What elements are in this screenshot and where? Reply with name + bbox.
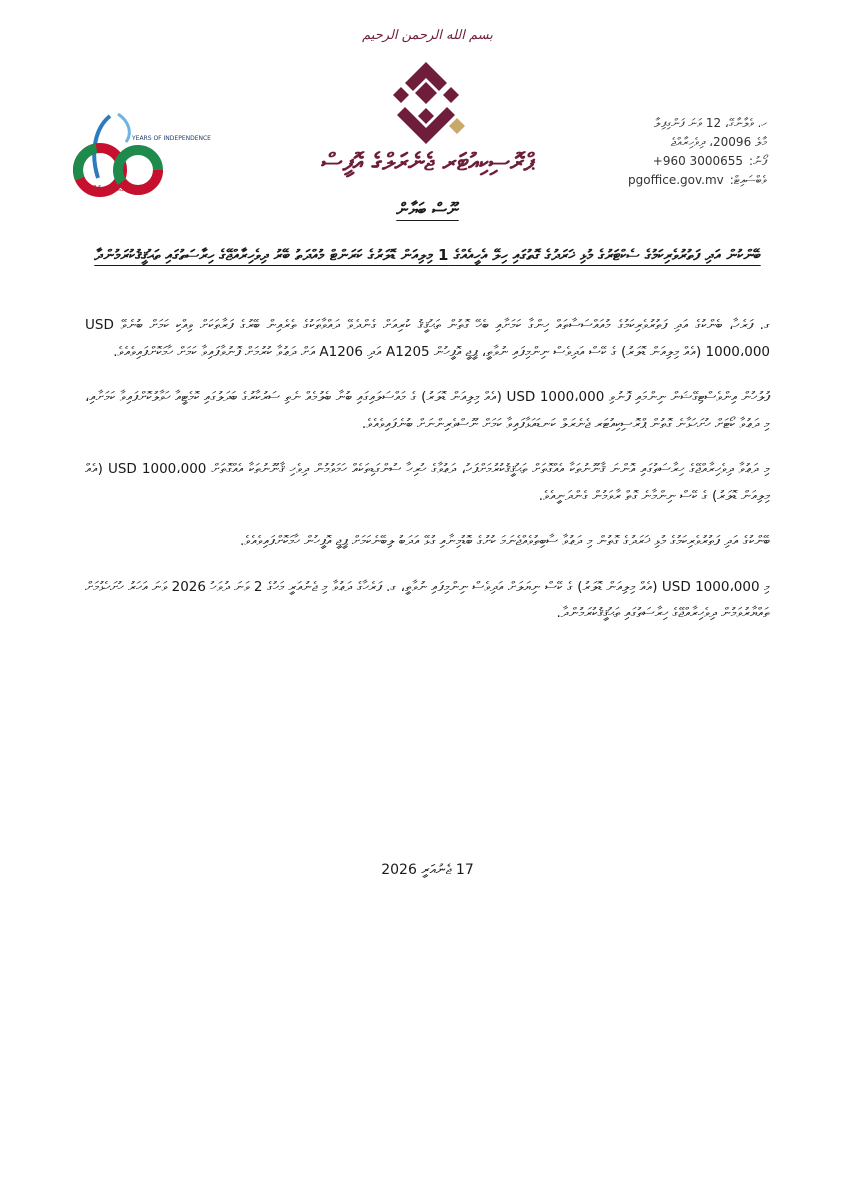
- address-line-2: މާލެ 20096، ދިވެހިރާއްޖެ: [670, 135, 767, 149]
- paragraph-2: ފުލުހުން އިންވެސްޓިގޭޝަން ނިންމައި ފޮނުވި USD 1000،000 (އެއް މިލިއަން ޑޮލަރު) ގެ މައްސަލައިގައި ބުނާ ބެލުމެއް ނެތި ސަރުކާރުގެ ބަދަލުގައި ކޮމެޓީއާ ހަވާލުކޮށްފައިވާ ކަމަށާއި، މި ދަޢުވާ ކޯޓަށް ހުށަހަޅާނެ ގޮތުން ޕްރޮސިކިއުޓަރ ޖެނެރަލް ކަނޑައަޅާފައިވާ ކަމަށް ނޫސްވެރިންނަށް ބުނެފައިވެއެވެ.: [85, 389, 771, 432]
- paragraph-4: ބޭންކުގެ އަދި ފަތުރުވެރިކަމުގެ މުޅި ޚަރަދުގެ ގޮތުން މި ދަޢުވާ ސާބިތުވެއްޖެނަމަ ކުށުގެ ބޮޑުމިނާއި ގުޅޭ އަދަބު ލިބޭނެކަމަށް ޕީޖީ އޮފީހުން ހާމަކޮށްފައިވެއެވެ.: [239, 533, 770, 549]
- headline: ބޭންކުން އަދި ފަތުރުވެރިކަމުގެ ސެކްޓަރުގެ މުޅި ޚަރަދުގެ ގޮތުގައި ހިލޭ އެހީއެއްގެ 1 މިލިއަން ޑޮލަރުގެ ކަރަންޓް މުއްދަތު ބޭރު ދިވެހިރާއްޖޭގެ ހިރާސަތުގައި ތަޙުޤީޤުކުރަމުންދާ: [94, 246, 761, 264]
- paragraph-3: މި ދަޢުވާ ދިވެހިރާއްޖޭގެ ހިރާސަތުގައި އޮންނަ ޤާނޫނުތަކާ އެއްގޮތަށް ތަޙުޤީޤުކުރުމަށްފަހު، ދަޢުވާގެ ހުރިހާ ސުންގަޑިތަކެއް ހަމަވުމުން ދިވެހި ޤާނޫނުތަކާ އެއްގޮތަށް USD 1000،000 (އެއް މިލިއަން ޑޮލަރު) ގެ ކޭސް ނިންމާނެ ގޮތް ރާވަމުން ގެންދަނީއެވެ.: [85, 461, 770, 504]
- contact-block: [537, 114, 767, 190]
- website-link[interactable]: pgoffice.gov.mv: [628, 173, 724, 187]
- address-line-1: ހ. ވެލާނާގޭ، 12 ވަނަ ފަންގިފިލާ: [653, 116, 767, 130]
- phone-line: [537, 152, 767, 171]
- document-type-label: ނޫސް ބަޔާން: [396, 200, 459, 220]
- paragraph-5: މި USD 1000،000 (އެއް މިލިއަން ޑޮލަރު) ގެ ކޭސް ނިޔަލަށް އަދިވެސް ނިންމިފައި ނުވާތީ، ގ. ފަރެހާގެ ދަޢުވާ މި ޖެނުއަރީ މަހުގެ 2 ވަނަ ދުވަހު 2026 ވަނަ އަހަރު ހުށަހެޅުމަށް ތައްޔާރުވަމުން ދިވެހިރާއްޖޭގެ ހިރާސަތުގައި ތަޙުޤީޤުކުރަމުންދާ.: [85, 578, 770, 621]
- emblem-years-text: YEARS OF INDEPENDENCE: [132, 135, 211, 142]
- phone-number: +960 3000655: [652, 154, 743, 168]
- phone-label: ފޯނު:: [749, 154, 767, 168]
- office-name: ޕްރޮސިކިއުޓަރ ޖެނެރަލްގެ އޮފީސް: [321, 148, 534, 176]
- web-label: ވެބްސައިޓް:: [729, 173, 767, 187]
- body-text: [85, 312, 770, 646]
- bismillah-calligraphy: بسم الله الرحمن الرحيم: [362, 28, 493, 43]
- document-date: 17 ޖެނުއަރީ 2026: [381, 862, 474, 878]
- emblem-caption: ފުރިހަމަ ޤައުމަކަށް ވުން: [90, 185, 145, 195]
- web-line: [537, 171, 767, 190]
- pg-office-logo-icon: [381, 60, 471, 144]
- document-type-title: [0, 200, 855, 220]
- paragraph-1: ގ. ފަރެހާ، ބެންކުގެ އަދި ފަތުރުވެރިކަމުގެ މުއައްސަސާތައް ހިންގާ ކަމަށާއި ބެހޭ ގޮތުން ތަޙުޤީޤު ކުރިއަށް ގެންދެވޭ ދައްވާތަކުގެ ތެރެއިން ބޭރުގެ ފަރާތަކަށް ވިއްކި ކަމަށް ބުނެވޭ USD 1000،000 (އެއް މިލިއަން ޑޮލަރު) ގެ ކޭސް އަދިވެސް ނިންމިފައި ނުވާތީ، ޕީޖީ އޮފީހުން A1205 އަދި A1206 އަށް ދަޢުވާ ކުރުމަށް ފޮނުވާފައިވާ ކަމަށް ހާމަކޮށްފައިވެއެވެ.: [85, 317, 770, 360]
